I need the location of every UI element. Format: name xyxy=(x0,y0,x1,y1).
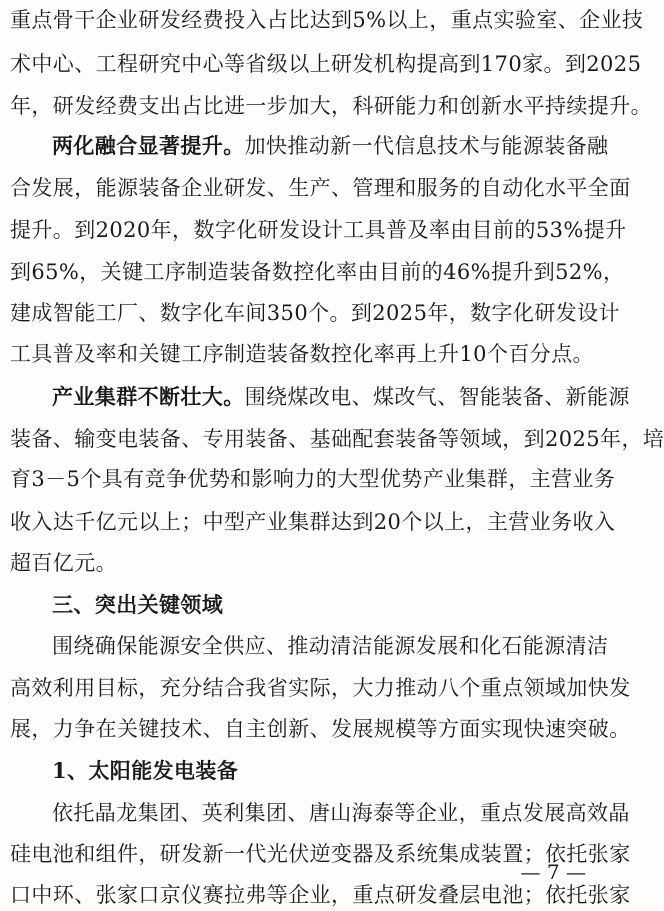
text-line: 装备、输变电装备、专用装备、基础配套装备等领域，到2025年，培 xyxy=(10,427,664,451)
text-line: 重点骨干企业研发经费投入占比达到5%以上，重点实验室、企业技 xyxy=(10,8,644,32)
text-line: 高效利用目标，充分结合我省实际，大力推动八个重点领域加快发 xyxy=(10,676,631,700)
text-line: 提升。到2020年，数字化研发设计工具普及率由目前的53%提升 xyxy=(10,218,627,242)
text-line: 术中心、工程研究中心等省级以上研发机构提高到170家。到2025 xyxy=(10,52,642,76)
paragraph-text: 围绕煤改电、煤改气、智能装备、新能源 xyxy=(244,385,630,409)
paragraph-industry-cluster xyxy=(52,381,630,413)
paragraph-heading-integration: 两化融合显著提升。 xyxy=(52,133,245,158)
text-line: 围绕确保能源安全供应、推动清洁能源发展和化石能源清洁 xyxy=(52,634,609,658)
section-heading-key-fields: 三、突出关键领域 xyxy=(52,592,224,617)
text-line: 工具普及率和关键工序制造装备数控化率再上升10个百分点。 xyxy=(10,342,594,366)
text-line: 超百亿元。 xyxy=(10,551,117,575)
paragraph-heading-industry-cluster: 产业集群不断壮大。 xyxy=(52,384,245,409)
paragraph-integration xyxy=(52,130,609,162)
text-line: 口中环、张家口京仪赛拉弗等企业，重点研发叠层电池；依托张家 xyxy=(10,883,631,907)
text-line: 到65%，关键工序制造装备数控化率由目前的46%提升到52%， xyxy=(10,260,625,284)
text-line: 年，研发经费支出占比进一步加大，科研能力和创新水平持续提升。 xyxy=(10,94,652,118)
text-line: 硅电池和组件，研发新一代光伏逆变器及系统集成装置；依托张家 xyxy=(10,842,631,866)
text-line: 建成智能工厂、数字化车间350个。到2025年，数字化研发设计 xyxy=(10,301,620,325)
paragraph-text: 加快推动新一代信息技术与能源装备融 xyxy=(244,134,609,158)
text-line: 展，力争在关键技术、自主创新、发展规模等方面实现快速突破。 xyxy=(10,717,631,741)
text-line: 收入达千亿元以上；中型产业集群达到20个以上，主营业务收入 xyxy=(10,510,616,534)
page-number: — 7 — xyxy=(520,860,586,884)
text-line: 育3－5个具有竞争优势和影响力的大型优势产业集群，主营业务 xyxy=(10,467,616,491)
subsection-heading-solar: 1、太阳能发电装备 xyxy=(52,758,239,783)
text-line: 合发展，能源装备企业研发、生产、管理和服务的自动化水平全面 xyxy=(10,176,631,200)
text-line: 依托晶龙集团、英利集团、唐山海泰等企业，重点发展高效晶 xyxy=(52,801,630,825)
